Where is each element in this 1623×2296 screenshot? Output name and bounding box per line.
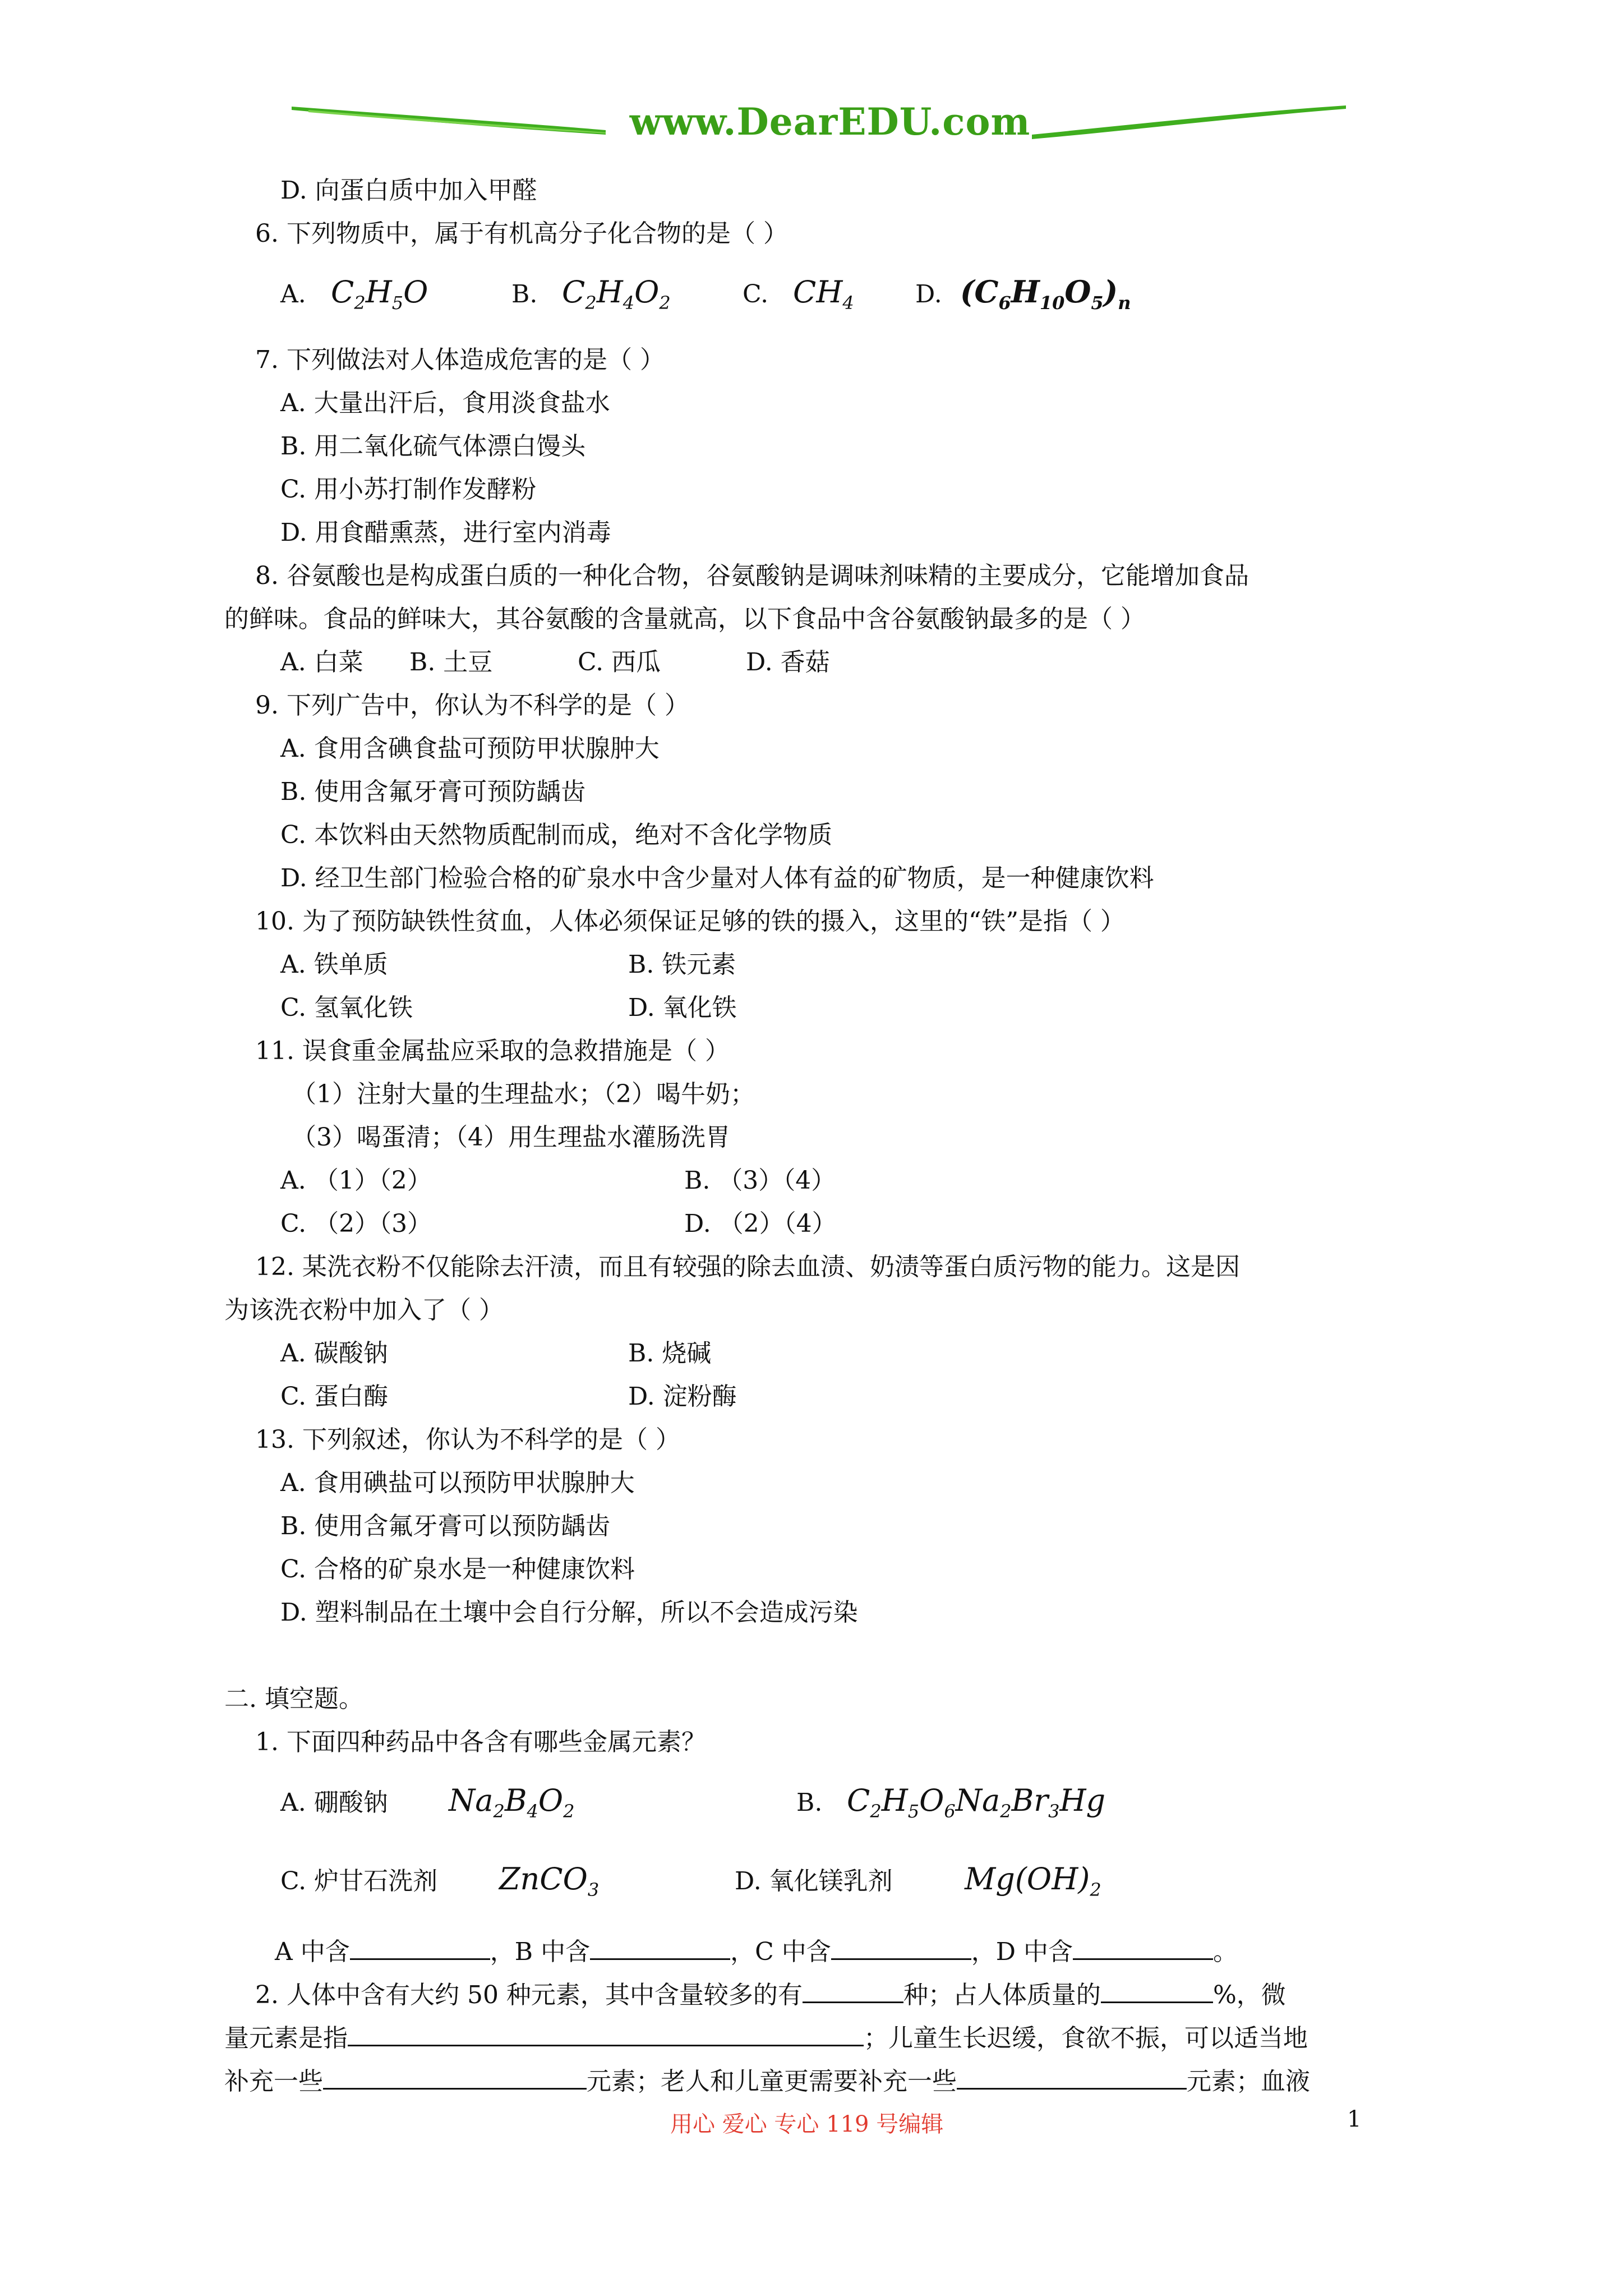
question-text: 为该洗衣粉中加入了（ ）	[224, 1296, 504, 1324]
section-heading	[224, 1682, 363, 1716]
brand-logo-text: www.DearEDU.com	[629, 100, 1031, 144]
answer-label: ，D 中含	[971, 1938, 1073, 1966]
option-line	[280, 1553, 635, 1586]
blank-element-2[interactable]	[957, 2065, 1187, 2090]
option-text: D. 向蛋白质中加入甲醛	[280, 176, 537, 205]
option-text: D. 淀粉酶	[628, 1382, 737, 1411]
item-text: （1）注射大量的生理盐水；（2）喝牛奶；	[292, 1080, 755, 1108]
question-13	[255, 1423, 680, 1457]
question-text: %，微	[1212, 1981, 1286, 2009]
answer-label: ，B 中含	[490, 1938, 591, 1966]
option-label: C. 炉甘石洗剂	[280, 1867, 438, 1895]
option-text: B. 用二氧化硫气体漂白馒头	[280, 432, 586, 461]
option-text: B. 土豆	[409, 648, 493, 677]
question-12	[255, 1250, 1240, 1284]
question-8	[255, 559, 1249, 593]
question-text: 量元素是指	[224, 2024, 348, 2053]
blank-d[interactable]	[1073, 1936, 1213, 1960]
option-label: A. 硼酸钠	[280, 1788, 388, 1817]
option-line	[280, 862, 1154, 895]
question-text: ；儿童生长迟缓，食欲不振，可以适当地	[864, 2024, 1308, 2053]
question-7	[255, 343, 665, 377]
fill-question-2-cont	[224, 2022, 1308, 2055]
question-text: 10. 为了预防缺铁性贫血，人体必须保证足够的铁的摄入，这里的“铁”是指（ ）	[255, 907, 1125, 936]
page-number: 1	[1347, 2106, 1362, 2132]
fill-question-1-row2: C. 炉甘石洗剂 ZnCO$_3$ D. 氧化镁乳剂 $Mg(OH)_2$	[280, 1861, 1101, 1901]
option-text: A. 食用含碘食盐可预防甲状腺肿大	[280, 734, 660, 763]
option-line	[280, 1466, 635, 1500]
option-text: C. 氢氧化铁	[280, 993, 413, 1022]
option-line	[280, 1510, 610, 1543]
question-11	[255, 1034, 730, 1068]
question-11-options	[280, 1164, 836, 1198]
fill-question-1	[255, 1726, 706, 1759]
option-text: B. 使用含氟牙膏可预防龋齿	[280, 777, 586, 806]
question-text: 2. 人体中含有大约 50 种元素，其中含量较多的有	[255, 1981, 803, 2009]
blank-a[interactable]	[350, 1936, 490, 1960]
option-label: B.	[511, 280, 538, 309]
blank-percent[interactable]	[1101, 1979, 1213, 2003]
option-label: D.	[915, 280, 942, 309]
question-text: 8. 谷氨酸也是构成蛋白质的一种化合物，谷氨酸钠是调味剂味精的主要成分，它能增加食品	[255, 562, 1249, 590]
answer-label: ，C 中含	[730, 1938, 831, 1966]
question-11-options	[280, 1207, 837, 1241]
question-10	[255, 905, 1125, 938]
blank-count[interactable]	[803, 1979, 903, 2003]
question-12-cont	[224, 1294, 504, 1327]
option-text: C. 蛋白酶	[280, 1382, 389, 1411]
question-text: 12. 某洗衣粉不仅能除去汗渍，而且有较强的除去血渍、奶渍等蛋白质污物的能力。这是因	[255, 1253, 1240, 1281]
option-label: A.	[280, 280, 306, 309]
question-11-items	[292, 1121, 730, 1154]
option-text: A. 碳酸钠	[280, 1339, 388, 1368]
option-text: D. 氧化铁	[628, 993, 737, 1022]
question-text: 1. 下面四种药品中各含有哪些金属元素？	[255, 1728, 706, 1756]
question-text: 6. 下列物质中，属于有机高分子化合物的是（ ）	[255, 219, 788, 248]
page-header	[292, 90, 1346, 157]
question-12-options	[280, 1380, 737, 1414]
item-text: （3）喝蛋清；（4）用生理盐水灌肠洗胃	[292, 1123, 730, 1152]
section-title: 二. 填空题。	[224, 1685, 363, 1713]
punctuation: 。	[1213, 1938, 1238, 1966]
option-text: C. 本饮料由天然物质配制而成，绝对不含化学物质	[280, 821, 833, 849]
footer-text: 用心 爱心 专心 119 号编辑	[670, 2111, 944, 2137]
option-text: B. （3）（4）	[684, 1166, 836, 1195]
question-8-cont	[224, 602, 1145, 636]
answer-label: A 中含	[275, 1938, 350, 1966]
option-text: A. 白菜	[280, 648, 363, 677]
fill-question-1-row1: A. 硼酸钠 $Na_2B_4O_2$ B. $C_2H_5O_6Na_2Br_3Hg$	[280, 1783, 1106, 1822]
option-line	[280, 386, 610, 420]
option-text: B. 烧碱	[628, 1339, 712, 1368]
option-line	[280, 174, 537, 208]
question-10-options	[280, 948, 736, 982]
question-12-options	[280, 1337, 711, 1370]
question-11-items	[292, 1078, 755, 1111]
option-text: D. （2）（4）	[684, 1209, 837, 1238]
fill-question-1-answers	[275, 1935, 1238, 1969]
option-text: D. 用食醋熏蒸，进行室内消毒	[280, 518, 611, 547]
option-text: A. 铁单质	[280, 950, 388, 979]
option-text: B. 使用含氟牙膏可以预防龋齿	[280, 1512, 611, 1540]
option-line	[280, 818, 832, 852]
question-8-options	[280, 646, 830, 679]
question-6-options: A. $C_2H_5O$ B. $C_2H_4O_2$ C. $CH_4$ D. $(C_6H_{10}O_5)_n$	[280, 274, 1131, 314]
question-6	[255, 217, 788, 251]
option-label: B.	[796, 1788, 823, 1817]
question-9	[255, 689, 689, 723]
option-line	[280, 516, 611, 550]
question-text: 元素；老人和儿童更需要补充一些	[587, 2067, 957, 2096]
blank-element-1[interactable]	[323, 2065, 587, 2090]
option-line	[280, 775, 585, 809]
question-text: 种；占人体质量的	[903, 1981, 1101, 2009]
question-text: 补充一些	[224, 2067, 323, 2096]
fill-question-2-cont	[224, 2065, 1310, 2099]
option-text: C. 合格的矿泉水是一种健康饮料	[280, 1555, 635, 1584]
option-text: D. 经卫生部门检验合格的矿泉水中含少量对人体有益的矿物质，是一种健康饮料	[280, 864, 1154, 892]
option-text: D. 香菇	[746, 648, 830, 677]
question-10-options	[280, 991, 737, 1025]
option-line	[280, 1596, 858, 1630]
option-line	[280, 430, 585, 463]
option-label: C.	[743, 280, 769, 309]
option-line	[280, 732, 660, 766]
question-text: 的鲜味。食品的鲜味大，其谷氨酸的含量就高，以下食品中含谷氨酸钠最多的是（ ）	[224, 605, 1145, 633]
option-text: C. （2）（3）	[280, 1209, 432, 1238]
option-text: A. 大量出汗后，食用淡食盐水	[280, 389, 610, 417]
option-text: A. （1）（2）	[280, 1166, 432, 1195]
option-line	[280, 473, 536, 507]
option-text: C. 用小苏打制作发酵粉	[280, 475, 537, 504]
question-text: 元素；血液	[1187, 2067, 1310, 2096]
option-text: A. 食用碘盐可以预防甲状腺肿大	[280, 1469, 635, 1497]
blank-c[interactable]	[831, 1936, 971, 1960]
option-label: D. 氧化镁乳剂	[735, 1867, 893, 1895]
fill-question-2	[255, 1978, 1286, 2012]
option-text: C. 西瓜	[578, 648, 661, 677]
option-text: D. 塑料制品在土壤中会自行分解，所以不会造成污染	[280, 1598, 858, 1627]
option-text: B. 铁元素	[628, 950, 736, 979]
question-text: 13. 下列叙述，你认为不科学的是（ ）	[255, 1425, 680, 1454]
question-text: 9. 下列广告中，你认为不科学的是（ ）	[255, 691, 689, 720]
question-text: 11. 误食重金属盐应采取的急救措施是（ ）	[255, 1037, 730, 1065]
question-text: 7. 下列做法对人体造成危害的是（ ）	[255, 346, 665, 374]
blank-trace-elements[interactable]	[348, 2022, 864, 2046]
blank-b[interactable]	[590, 1936, 730, 1960]
